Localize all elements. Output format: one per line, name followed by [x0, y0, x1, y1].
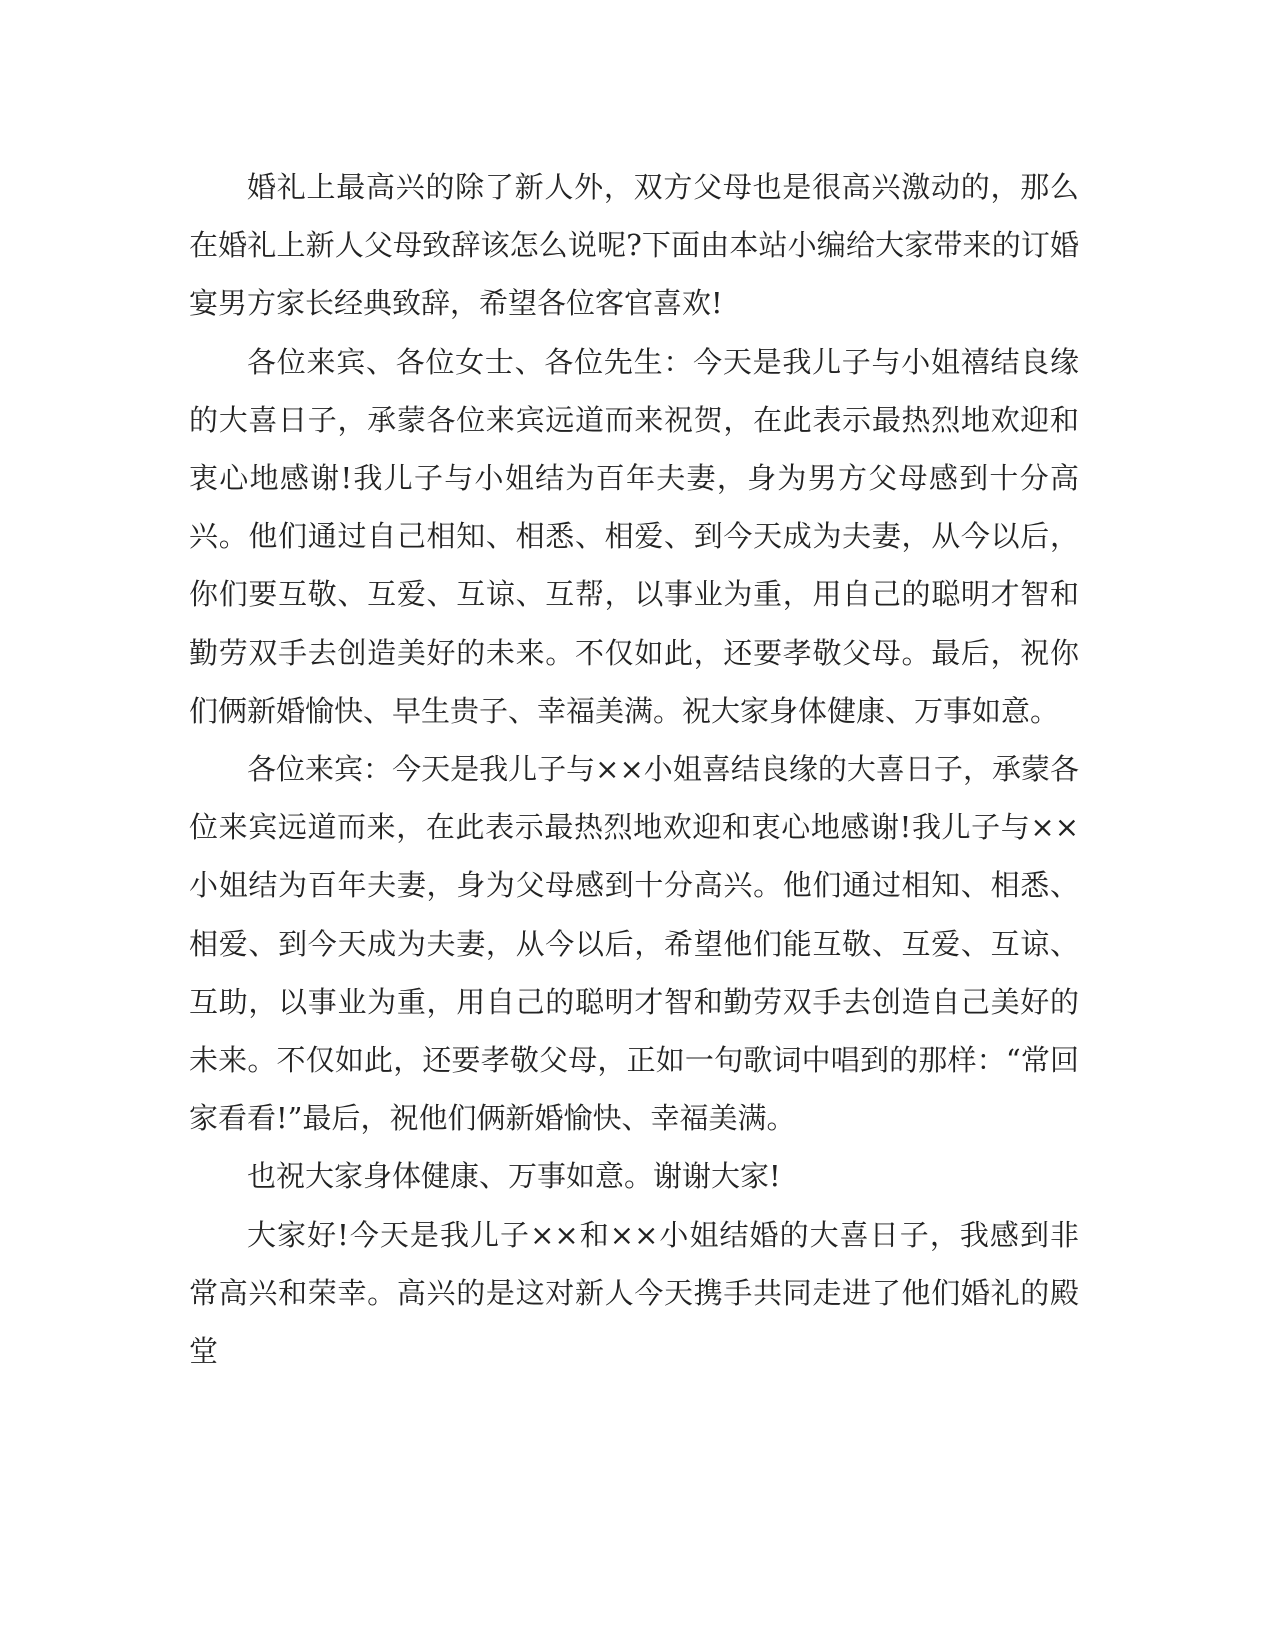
document-body [189, 158, 1079, 1380]
paragraph-speech-3: 大家好!今天是我儿子××和××小姐结婚的大喜日子，我感到非常高兴和荣幸。高兴的是这对新人今天携手共同走进了他们婚礼的殿堂 [189, 1217, 1079, 1369]
paragraph-speech-2: 各位来宾：今天是我儿子与××小姐喜结良缘的大喜日子，承蒙各位来宾远道而来，在此表示最热烈地欢迎和衷心地感谢!我儿子与××小姐结为百年夫妻，身为父母感到十分高兴。他们通过相知、相悉、相爱、到今天成为夫妻，从今以后，希望他们能互敬、互爱、互谅、互助，以事业为重，用自己的聪明才智和勤劳双手去创造自己美好的未来。不仅如此，还要孝敬父母，正如一句歌词中唱到的那样：“常回家看看!”最后，祝他们俩新婚愉快、幸福美满。 [189, 752, 1079, 1136]
paragraph-speech-1: 各位来宾、各位女士、各位先生：今天是我儿子与小姐禧结良缘的大喜日子，承蒙各位来宾远道而来祝贺，在此表示最热烈地欢迎和衷心地感谢!我儿子与小姐结为百年夫妻，身为男方父母感到十分高兴。他们通过自己相知、相悉、相爱、到今天成为夫妻，从今以后，你们要互敬、互爱、互谅、互帮，以事业为重，用自己的聪明才智和勤劳双手去创造美好的未来。不仅如此，还要孝敬父母。最后，祝你们俩新婚愉快、早生贵子、幸福美满。祝大家身体健康、万事如意。 [189, 344, 1079, 728]
paragraph-speech-2-closing: 也祝大家身体健康、万事如意。谢谢大家! [247, 1159, 781, 1194]
paragraph-intro: 婚礼上最高兴的除了新人外，双方父母也是很高兴激动的，那么在婚礼上新人父母致辞该怎么说呢?下面由本站小编给大家带来的订婚宴男方家长经典致辞，希望各位客官喜欢! [189, 170, 1079, 321]
